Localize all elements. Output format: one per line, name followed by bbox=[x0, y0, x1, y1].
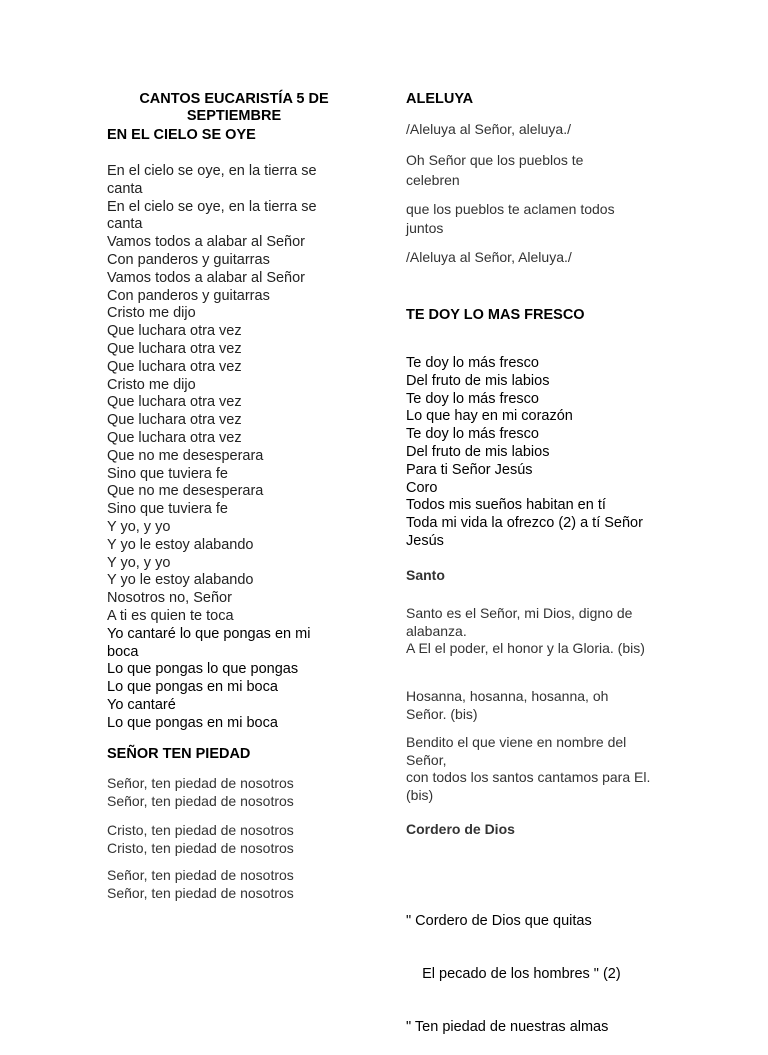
lyric-line: /Aleluya al Señor, Aleluya./ bbox=[406, 249, 572, 265]
aleluya-line-4 bbox=[406, 249, 646, 267]
lyric-line: Todos mis sueños habitan en tí bbox=[406, 497, 606, 514]
lyric-line: con todos los santos cantamos para El. (bis) bbox=[406, 769, 651, 803]
aleluya-line-2 bbox=[406, 150, 616, 190]
song-title-te-doy: TE DOY LO MAS FRESCO bbox=[406, 307, 585, 323]
lyric-line: Que luchara otra vez bbox=[107, 340, 242, 357]
lyric-line: Yo cantaré lo que pongas en mi boca bbox=[107, 625, 311, 660]
lyric-line: Santo es el Señor, mi Dios, digno de alabanza. bbox=[406, 605, 633, 639]
lyric-line: Que luchara otra vez bbox=[107, 412, 242, 429]
lyric-line: /Aleluya al Señor, aleluya./ bbox=[406, 121, 571, 137]
lyric-line: Con panderos y guitarras bbox=[107, 287, 270, 304]
lyric-line: Que luchara otra vez bbox=[107, 429, 242, 446]
stanza-cristo bbox=[107, 822, 294, 857]
lyric-line: Yo cantaré bbox=[107, 696, 176, 713]
santo-stanza-2 bbox=[406, 688, 636, 723]
lyric-line: Cristo me dijo bbox=[107, 305, 196, 322]
lyric-line: A El el poder, el honor y la Gloria. (bis) bbox=[406, 640, 645, 657]
lyric-line: El pecado de los hombres " (2) bbox=[406, 965, 621, 982]
song-title-cordero: Cordero de Dios bbox=[406, 821, 515, 837]
lyric-line: Señor, ten piedad de nosotros bbox=[107, 884, 294, 901]
lyric-line: Te doy lo más fresco bbox=[406, 355, 539, 371]
lyric-line: Toda mi vida la ofrezco (2) a tí Señor Jesús bbox=[406, 515, 643, 549]
lyric-line: Y yo, y yo bbox=[107, 554, 171, 571]
song-lyrics-cordero bbox=[406, 877, 621, 1055]
lyric-line: Y yo, y yo bbox=[107, 518, 171, 535]
lyric-line: Lo que pongas lo que pongas bbox=[107, 661, 299, 678]
lyric-line: que los pueblos te aclamen todos juntos bbox=[406, 201, 615, 236]
lyric-line: En el cielo se oye, en la tierra se canta bbox=[107, 163, 317, 197]
lyric-line: Cristo me dijo bbox=[107, 376, 196, 393]
song-title-santo: Santo bbox=[406, 567, 445, 583]
lyric-line: Hosanna, hosanna, hosanna, oh Señor. (bis) bbox=[406, 688, 609, 722]
lyric-line: Del fruto de mis labios bbox=[406, 372, 550, 389]
aleluya-line-1 bbox=[406, 121, 646, 139]
song-title-senor-ten-piedad: SEÑOR TEN PIEDAD bbox=[107, 746, 251, 762]
lyric-line: Del fruto de mis labios bbox=[406, 443, 550, 460]
stanza-senor-1 bbox=[107, 775, 294, 810]
lyric-line: Te doy lo más fresco bbox=[406, 426, 539, 443]
lyric-line: Lo que pongas en mi boca bbox=[107, 714, 278, 731]
lyric-line: Que luchara otra vez bbox=[107, 323, 242, 340]
lyric-line: Cristo, ten piedad de nosotros bbox=[107, 839, 294, 856]
lyric-line: Que no me desesperara bbox=[107, 483, 264, 500]
lyric-line: Y yo le estoy alabando bbox=[107, 536, 254, 553]
lyric-line: Cristo, ten piedad de nosotros bbox=[107, 822, 294, 838]
song-title-aleluya: ALELUYA bbox=[406, 91, 474, 107]
lyric-line: Te doy lo más fresco bbox=[406, 390, 539, 407]
lyric-line: Que luchara otra vez bbox=[107, 358, 242, 375]
lyric-line: Que no me desesperara bbox=[107, 447, 264, 464]
santo-stanza-1 bbox=[406, 605, 656, 658]
lyric-line: Señor, ten piedad de nosotros bbox=[107, 867, 294, 883]
song-title-en-el-cielo: EN EL CIELO SE OYE bbox=[107, 127, 256, 143]
lyric-line: Vamos todos a alabar al Señor bbox=[107, 234, 306, 251]
lyric-line: Para ti Señor Jesús bbox=[406, 461, 533, 478]
lyric-line: En el cielo se oye, en la tierra se canta bbox=[107, 198, 317, 233]
stanza-senor-2 bbox=[107, 867, 294, 902]
lyric-line: Sino que tuviera fe bbox=[107, 501, 228, 518]
lyric-line: Señor, ten piedad de nosotros bbox=[107, 792, 294, 809]
lyric-line: A ti es quien te toca bbox=[107, 607, 234, 624]
lyric-line: Señor, ten piedad de nosotros bbox=[107, 775, 294, 791]
lyric-line: Sino que tuviera fe bbox=[107, 465, 228, 482]
song-lyrics-en-el-cielo bbox=[107, 163, 339, 733]
santo-stanza-3 bbox=[406, 734, 654, 804]
lyric-line: Lo que hay en mi corazón bbox=[406, 408, 573, 425]
lyric-line: " Cordero de Dios que quitas bbox=[406, 912, 592, 929]
lyric-line: Coro bbox=[406, 479, 438, 496]
lyric-line: " Ten piedad de nuestras almas bbox=[406, 1019, 609, 1036]
aleluya-line-3 bbox=[406, 200, 646, 237]
song-lyrics-te-doy bbox=[406, 355, 664, 551]
lyric-line: Nosotros no, Señor bbox=[107, 590, 232, 607]
lyric-line: Que luchara otra vez bbox=[107, 394, 242, 411]
lyric-line: Oh Señor que los pueblos te celebren bbox=[406, 152, 584, 188]
document-title: CANTOS EUCARISTÍA 5 DE SEPTIEMBRE bbox=[139, 91, 329, 124]
lyric-line: Vamos todos a alabar al Señor bbox=[107, 269, 306, 286]
lyric-line: Bendito el que viene en nombre del Señor, bbox=[406, 734, 627, 768]
lyric-line: Con panderos y guitarras bbox=[107, 251, 270, 268]
lyric-line: Lo que pongas en mi boca bbox=[107, 679, 278, 696]
lyric-line: Y yo le estoy alabando bbox=[107, 572, 254, 589]
